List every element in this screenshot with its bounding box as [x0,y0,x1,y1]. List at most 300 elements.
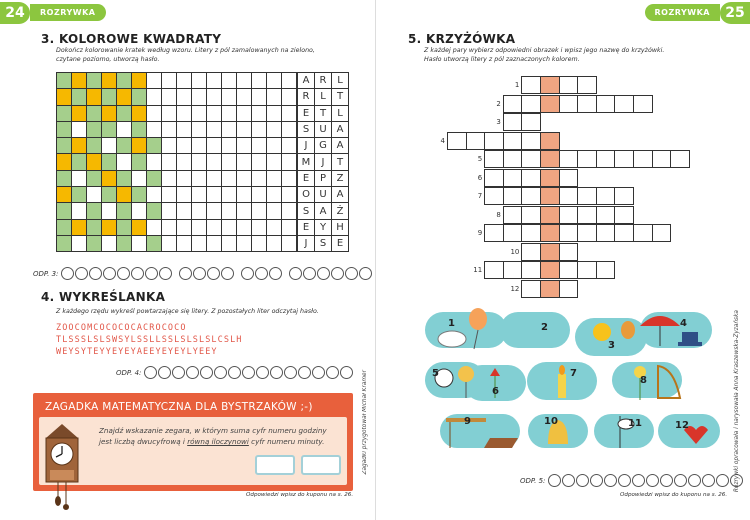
answer-circle[interactable] [298,366,311,379]
answer-circle[interactable] [131,267,144,280]
grid-cell[interactable] [87,122,102,138]
crossword-cell[interactable] [521,132,541,150]
grid-cell[interactable] [237,154,252,170]
crossword-cell[interactable] [521,76,541,94]
grid-cell[interactable] [102,73,117,89]
grid-cell[interactable] [162,203,177,219]
grid-cell[interactable] [147,154,162,170]
answer-circle[interactable] [312,366,325,379]
crossword-cell[interactable] [559,169,579,187]
grid-cell[interactable] [162,220,177,236]
crossword-cell[interactable] [540,76,560,94]
grid-cell[interactable] [267,236,282,252]
crossword-cell[interactable] [559,261,579,279]
grid-cell[interactable] [282,220,297,236]
grid-cell[interactable] [267,203,282,219]
grid-cell[interactable] [162,236,177,252]
grid-cell[interactable] [222,236,237,252]
grid-cell[interactable] [117,122,132,138]
crossword-cell[interactable] [559,243,579,261]
crossword-cell[interactable] [540,243,560,261]
crossword-cell[interactable] [614,206,634,224]
grid-cell[interactable] [192,203,207,219]
answer-circle[interactable] [221,267,234,280]
grid-cell[interactable] [102,154,117,170]
crossword-cell[interactable] [577,224,597,242]
grid-cell[interactable] [177,187,192,203]
grid-cell[interactable] [252,89,267,105]
grid-cell[interactable] [147,89,162,105]
grid-cell[interactable] [177,220,192,236]
crossword-cell[interactable] [540,95,560,113]
grid-cell[interactable] [252,106,267,122]
grid-cell[interactable] [222,73,237,89]
grid-cell[interactable] [72,171,87,187]
grid-cell[interactable] [72,187,87,203]
grid-cell[interactable] [102,203,117,219]
grid-cell[interactable] [132,138,147,154]
grid-cell[interactable] [237,106,252,122]
grid-cell[interactable] [117,236,132,252]
answer-circle[interactable] [590,474,603,487]
grid-cell[interactable] [237,73,252,89]
crossword-cell[interactable] [484,169,504,187]
grid-cell[interactable] [282,122,297,138]
grid-cell[interactable] [207,171,222,187]
answer-circle[interactable] [228,366,241,379]
grid-cell[interactable] [102,220,117,236]
crossword-cell[interactable] [577,206,597,224]
grid-cell[interactable] [147,138,162,154]
grid-cell[interactable] [87,220,102,236]
grid-cell[interactable] [267,187,282,203]
grid-cell[interactable] [267,73,282,89]
grid-cell[interactable] [132,122,147,138]
answer-circle[interactable] [688,474,701,487]
answer-circle[interactable] [716,474,729,487]
grid-cell[interactable] [177,171,192,187]
crossword-cell[interactable] [503,187,523,205]
answer-4-row[interactable] [116,366,353,379]
grid-cell[interactable] [132,106,147,122]
grid-cell[interactable] [282,154,297,170]
grid-cell[interactable] [57,138,72,154]
answer-circle[interactable] [207,267,220,280]
answer-circle[interactable] [646,474,659,487]
grid-cell[interactable] [57,171,72,187]
answer-circle[interactable] [179,267,192,280]
grid-cell[interactable] [222,154,237,170]
grid-cell[interactable] [147,171,162,187]
crossword-cell[interactable] [577,76,597,94]
answer-circle[interactable] [144,366,157,379]
grid-cell[interactable] [267,89,282,105]
answer-circle[interactable] [75,267,88,280]
crossword-cell[interactable] [559,280,579,298]
crossword-cell[interactable] [503,95,523,113]
grid-cell[interactable] [192,171,207,187]
grid-cell[interactable] [267,138,282,154]
crossword-cell[interactable] [503,150,523,168]
crossword-cell[interactable] [596,187,616,205]
grid-cell[interactable] [117,154,132,170]
grid-cell[interactable] [237,187,252,203]
answer-circle[interactable] [562,474,575,487]
grid-cell[interactable] [162,154,177,170]
grid-cell[interactable] [192,89,207,105]
crossword-cell[interactable] [540,187,560,205]
grid-cell[interactable] [117,187,132,203]
crossword-cell[interactable] [596,95,616,113]
grid-cell[interactable] [117,89,132,105]
crossword-cell[interactable] [521,224,541,242]
grid-cell[interactable] [282,106,297,122]
answer-circle[interactable] [270,366,283,379]
crossword-cell[interactable] [503,113,523,131]
crossword-cell[interactable] [577,95,597,113]
crossword-cell[interactable] [540,261,560,279]
crossword-cell[interactable] [540,224,560,242]
answer-circle[interactable] [256,366,269,379]
crossword-cell[interactable] [484,261,504,279]
grid-cell[interactable] [147,220,162,236]
grid-cell[interactable] [87,89,102,105]
grid-cell[interactable] [57,236,72,252]
grid-cell[interactable] [117,203,132,219]
grid-cell[interactable] [252,171,267,187]
grid-cell[interactable] [252,73,267,89]
grid-cell[interactable] [147,73,162,89]
crossword-cell[interactable] [614,187,634,205]
grid-cell[interactable] [237,171,252,187]
grid-cell[interactable] [252,122,267,138]
answer-circle[interactable] [326,366,339,379]
crossword-cell[interactable] [559,187,579,205]
crossword-cell[interactable] [540,169,560,187]
grid-cell[interactable] [192,73,207,89]
grid-cell[interactable] [87,203,102,219]
crossword-cell[interactable] [466,132,486,150]
crossword-cell[interactable] [596,261,616,279]
answer-circle[interactable] [317,267,330,280]
grid-cell[interactable] [252,220,267,236]
grid-cell[interactable] [192,236,207,252]
grid-cell[interactable] [282,171,297,187]
answer-circle[interactable] [89,267,102,280]
answer-circle[interactable] [145,267,158,280]
grid-cell[interactable] [207,89,222,105]
grid-cell[interactable] [117,73,132,89]
grid-cell[interactable] [162,89,177,105]
grid-cell[interactable] [132,89,147,105]
crossword-cell[interactable] [596,224,616,242]
crossword-cell[interactable] [521,187,541,205]
answer-circle[interactable] [604,474,617,487]
crossword-cell[interactable] [614,224,634,242]
grid-cell[interactable] [57,106,72,122]
grid-cell[interactable] [282,89,297,105]
grid-cell[interactable] [57,122,72,138]
grid-cell[interactable] [102,171,117,187]
grid-cell[interactable] [87,187,102,203]
grid-cell[interactable] [177,236,192,252]
grid-cell[interactable] [237,122,252,138]
grid-cell[interactable] [57,154,72,170]
crossword-cell[interactable] [521,169,541,187]
grid-cell[interactable] [177,154,192,170]
crossword-cell[interactable] [559,150,579,168]
answer-circle[interactable] [660,474,673,487]
crossword-cell[interactable] [540,206,560,224]
grid-cell[interactable] [72,203,87,219]
grid-cell[interactable] [177,138,192,154]
grid-cell[interactable] [147,187,162,203]
grid-cell[interactable] [222,89,237,105]
answer-circle[interactable] [289,267,302,280]
crossword-cell[interactable] [540,280,560,298]
answer-circle[interactable] [103,267,116,280]
crossword-cell[interactable] [521,280,541,298]
grid-cell[interactable] [117,220,132,236]
grid-cell[interactable] [87,236,102,252]
crossword-cell[interactable] [484,150,504,168]
crossword-cell[interactable] [503,224,523,242]
answer-circle[interactable] [117,267,130,280]
grid-cell[interactable] [222,187,237,203]
grid-cell[interactable] [72,73,87,89]
answer-circle[interactable] [331,267,344,280]
crossword-cell[interactable] [503,132,523,150]
crossword-cell[interactable] [521,261,541,279]
grid-cell[interactable] [102,89,117,105]
grid-cell[interactable] [237,220,252,236]
grid-cell[interactable] [252,236,267,252]
answer-circle[interactable] [632,474,645,487]
answer-circle[interactable] [340,366,353,379]
crossword-cell[interactable] [633,150,653,168]
grid-cell[interactable] [117,106,132,122]
crossword-cell[interactable] [577,261,597,279]
grid-cell[interactable] [267,106,282,122]
crossword-cell[interactable] [521,95,541,113]
crossword-cell[interactable] [540,132,560,150]
grid-cell[interactable] [282,138,297,154]
grid-cell[interactable] [57,187,72,203]
grid-cell[interactable] [57,73,72,89]
grid-cell[interactable] [87,106,102,122]
grid-cell[interactable] [192,220,207,236]
grid-cell[interactable] [222,138,237,154]
grid-cell[interactable] [207,203,222,219]
crossword-cell[interactable] [577,187,597,205]
grid-cell[interactable] [207,220,222,236]
answer-circle[interactable] [242,366,255,379]
grid-cell[interactable] [192,187,207,203]
grid-cell[interactable] [282,73,297,89]
crossword-cell[interactable] [596,206,616,224]
answer-circle[interactable] [576,474,589,487]
grid-cell[interactable] [237,89,252,105]
crossword-cell[interactable] [577,150,597,168]
answer-circle[interactable] [159,267,172,280]
grid-cell[interactable] [57,203,72,219]
answer-circle[interactable] [214,366,227,379]
grid-cell[interactable] [117,171,132,187]
grid-cell[interactable] [102,187,117,203]
grid-cell[interactable] [102,236,117,252]
grid-cell[interactable] [252,154,267,170]
grid-cell[interactable] [117,138,132,154]
crossword-cell[interactable] [559,95,579,113]
grid-cell[interactable] [252,203,267,219]
grid-cell[interactable] [102,122,117,138]
crossword-cell[interactable] [503,261,523,279]
answer-circle[interactable] [241,267,254,280]
grid-cell[interactable] [192,122,207,138]
grid-cell[interactable] [267,171,282,187]
minute-answer-box[interactable] [301,455,341,475]
answer-circle[interactable] [269,267,282,280]
grid-cell[interactable] [147,106,162,122]
answer-circle[interactable] [61,267,74,280]
grid-cell[interactable] [132,73,147,89]
grid-cell[interactable] [237,203,252,219]
grid-cell[interactable] [72,138,87,154]
crossword-cell[interactable] [521,243,541,261]
answer-circle[interactable] [200,366,213,379]
crossword-cell[interactable] [614,150,634,168]
crossword-cell[interactable] [503,206,523,224]
crossword-cell[interactable] [633,95,653,113]
grid-cell[interactable] [207,236,222,252]
answer-circle[interactable] [359,267,372,280]
grid-cell[interactable] [132,220,147,236]
grid-cell[interactable] [222,203,237,219]
crossword-cell[interactable] [521,206,541,224]
grid-cell[interactable] [267,122,282,138]
answer-circle[interactable] [284,366,297,379]
grid-cell[interactable] [177,73,192,89]
grid-cell[interactable] [72,89,87,105]
answer-circle[interactable] [255,267,268,280]
grid-cell[interactable] [162,187,177,203]
grid-cell[interactable] [72,154,87,170]
color-squares-grid[interactable] [56,72,297,252]
grid-cell[interactable] [177,203,192,219]
grid-cell[interactable] [207,106,222,122]
grid-cell[interactable] [102,138,117,154]
crossword-cell[interactable] [540,150,560,168]
crossword-cell[interactable] [559,76,579,94]
grid-cell[interactable] [72,106,87,122]
grid-cell[interactable] [222,106,237,122]
answer-circle[interactable] [345,267,358,280]
hour-answer-box[interactable] [255,455,295,475]
grid-cell[interactable] [222,122,237,138]
grid-cell[interactable] [177,122,192,138]
grid-cell[interactable] [207,154,222,170]
crossword-cell[interactable] [559,206,579,224]
crossword-cell[interactable] [521,113,541,131]
grid-cell[interactable] [162,106,177,122]
grid-cell[interactable] [87,138,102,154]
crossword-cell[interactable] [614,95,634,113]
grid-cell[interactable] [132,203,147,219]
grid-cell[interactable] [162,138,177,154]
grid-cell[interactable] [207,187,222,203]
grid-cell[interactable] [177,106,192,122]
grid-cell[interactable] [57,89,72,105]
grid-cell[interactable] [207,73,222,89]
answer-circle[interactable] [618,474,631,487]
grid-cell[interactable] [282,203,297,219]
answer-circle[interactable] [158,366,171,379]
grid-cell[interactable] [237,236,252,252]
answer-circle[interactable] [186,366,199,379]
answer-circle[interactable] [674,474,687,487]
grid-cell[interactable] [147,122,162,138]
grid-cell[interactable] [87,171,102,187]
grid-cell[interactable] [132,236,147,252]
grid-cell[interactable] [72,220,87,236]
crossword-cell[interactable] [484,132,504,150]
grid-cell[interactable] [252,138,267,154]
crossword-cell[interactable] [559,224,579,242]
grid-cell[interactable] [57,220,72,236]
grid-cell[interactable] [192,154,207,170]
answer-circle[interactable] [193,267,206,280]
grid-cell[interactable] [132,171,147,187]
grid-cell[interactable] [132,154,147,170]
grid-cell[interactable] [267,154,282,170]
crossword-cell[interactable] [503,169,523,187]
grid-cell[interactable] [282,187,297,203]
grid-cell[interactable] [132,187,147,203]
crossword-cell[interactable] [521,150,541,168]
grid-cell[interactable] [102,106,117,122]
grid-cell[interactable] [252,187,267,203]
grid-cell[interactable] [237,138,252,154]
grid-cell[interactable] [87,154,102,170]
answer-3-row[interactable] [33,267,372,280]
grid-cell[interactable] [147,203,162,219]
answer-circle[interactable] [702,474,715,487]
crossword-cell[interactable] [596,150,616,168]
grid-cell[interactable] [162,171,177,187]
answer-5-row[interactable] [520,474,743,487]
grid-cell[interactable] [72,122,87,138]
answer-circle[interactable] [303,267,316,280]
answer-circle[interactable] [172,366,185,379]
grid-cell[interactable] [177,89,192,105]
grid-cell[interactable] [162,73,177,89]
crossword-cell[interactable] [484,224,504,242]
grid-cell[interactable] [72,236,87,252]
crossword-cell[interactable] [652,224,672,242]
crossword-cell[interactable] [633,224,653,242]
grid-cell[interactable] [192,106,207,122]
crossword-cell[interactable] [652,150,672,168]
grid-cell[interactable] [222,171,237,187]
crossword-cell[interactable] [670,150,690,168]
crossword-cell[interactable] [484,187,504,205]
grid-cell[interactable] [267,220,282,236]
grid-cell[interactable] [282,236,297,252]
grid-cell[interactable] [147,236,162,252]
grid-cell[interactable] [87,73,102,89]
crossword-cell[interactable] [447,132,467,150]
grid-cell[interactable] [207,138,222,154]
